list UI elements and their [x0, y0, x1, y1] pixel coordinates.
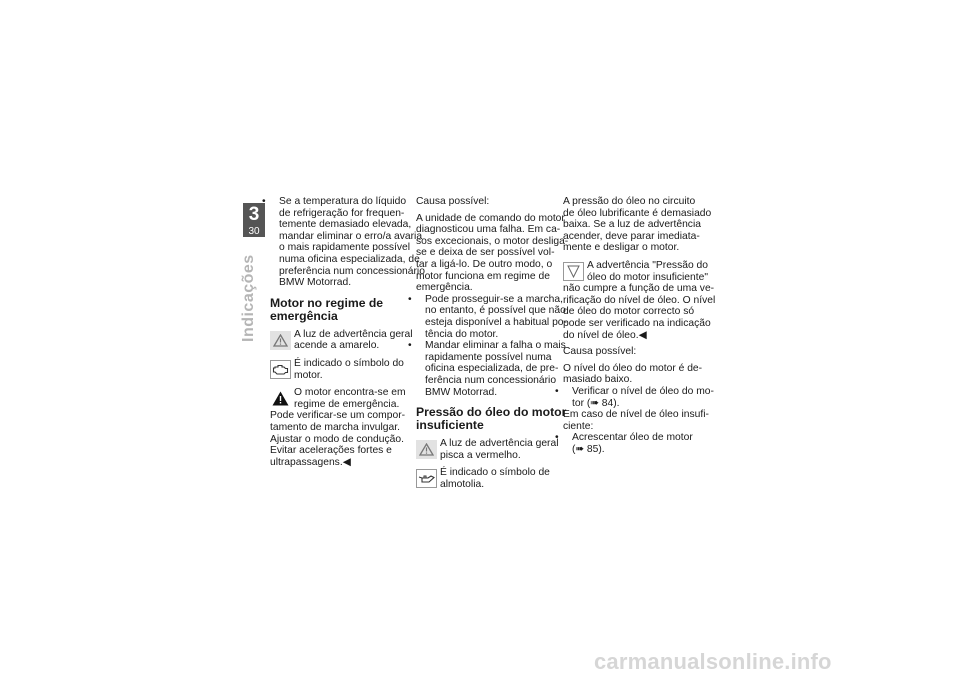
- text-line: Pode verificar-se um compor-: [270, 410, 406, 422]
- text-line: pisca a vermelho.: [440, 449, 521, 461]
- text-line: almotolia.: [440, 478, 485, 490]
- text-line: (➠ 85).: [572, 443, 605, 455]
- text-line: • Pode prosseguir-se a marcha,: [425, 293, 563, 305]
- indicator-row: [416, 467, 554, 490]
- section-heading: [416, 405, 567, 433]
- text-line: masiado baixo.: [563, 374, 633, 386]
- heading-line: Motor no regime de: [270, 295, 384, 310]
- text-line: A unidade de comando do motor: [416, 212, 565, 224]
- text-line: emergência.: [416, 282, 473, 294]
- text-line: no entanto, é possível que não: [425, 305, 566, 317]
- bullet-item: [563, 385, 714, 409]
- text-line: baixa. Se a luz de advertência: [563, 219, 701, 231]
- column-2: [416, 196, 569, 490]
- paragraph: [563, 409, 709, 432]
- text-line: A advertência "Pressão do: [587, 259, 708, 271]
- section-heading: [270, 297, 408, 323]
- text-line: mente e desligar o motor.: [563, 242, 680, 254]
- engine-icon: [270, 360, 291, 379]
- text-line: do nível de óleo.◀: [563, 329, 647, 341]
- warning-triangle-icon: [270, 331, 291, 350]
- column-3: [563, 196, 716, 455]
- cause-label: Causa possível:: [563, 346, 637, 358]
- text-line: esteja disponível a habitual po-: [425, 316, 567, 328]
- text-line: O nível do óleo do motor é de-: [563, 362, 703, 374]
- text-line: ciente:: [563, 420, 594, 432]
- text-line: numa oficina especializada, de: [279, 253, 420, 265]
- text-line: de refrigeração for frequen-: [279, 207, 405, 219]
- text-line: ferência num concessionário: [425, 374, 557, 386]
- text-line: Em caso de nível de óleo insufi-: [563, 409, 709, 421]
- text-line: É indicado o símbolo de: [440, 467, 550, 479]
- text-line: rificação do nível de óleo. O nível: [563, 294, 716, 306]
- text-line: rapidamente possível numa: [425, 351, 552, 363]
- heading-line: insuficiente: [416, 418, 484, 433]
- hazard-triangle-icon: [270, 389, 291, 408]
- text-line: de óleo do motor correcto só: [563, 306, 695, 318]
- text-line: A pressão do óleo no circuito: [563, 196, 696, 207]
- chapter-number: 3: [248, 204, 260, 225]
- bullet-item: [416, 340, 566, 398]
- text-line: É indicado o símbolo do: [294, 357, 404, 369]
- cause-label: Causa possível:: [416, 196, 490, 207]
- watermark: carmanualsonline.info: [594, 649, 832, 674]
- text-line: se e deixa de ser possível vol-: [416, 247, 555, 259]
- text-line: o mais rapidamente possível: [279, 242, 411, 254]
- text-line: • Acrescentar óleo de motor: [572, 432, 693, 444]
- indicator-row: [270, 358, 408, 381]
- text-line: acende a amarelo.: [294, 340, 380, 352]
- text-line: Evitar acelerações fortes e: [270, 445, 392, 457]
- text-line: de óleo lubrificante é demasiado: [563, 207, 712, 219]
- text-line: tamento de marcha invulgar.: [270, 421, 400, 433]
- text-line: A luz de advertência geral: [294, 328, 413, 340]
- chapter-marker: [243, 203, 265, 237]
- bullet-item: [416, 293, 567, 340]
- text-line: tência do motor.: [425, 328, 499, 340]
- text-line: motor funciona em regime de: [416, 270, 550, 282]
- text-line: acender, deve parar imediata-: [563, 230, 700, 242]
- section-label: Indicações: [240, 254, 257, 342]
- text-line: temente demasiado elevada,: [279, 219, 412, 231]
- text-line: sos excecionais, o motor desliga-: [416, 235, 569, 247]
- bullet-item: [270, 196, 425, 289]
- warning-triangle-icon: [416, 440, 437, 459]
- text-line: A luz de advertência geral: [440, 438, 559, 450]
- text-line: BMW Motorrad.: [279, 277, 352, 289]
- text-line: diagnosticou uma falha. Em ca-: [416, 224, 561, 236]
- page-number: 30: [248, 226, 260, 237]
- text-line: • Verificar o nível de óleo do mo-: [572, 385, 714, 397]
- text-line: regime de emergência.: [294, 398, 400, 410]
- paragraph: [563, 196, 712, 254]
- text-line: não cumpre a função de uma ve-: [563, 283, 715, 295]
- text-line: Ajustar o modo de condução.: [270, 433, 404, 445]
- oil-can-icon: [416, 469, 437, 488]
- text-line: O motor encontra-se em: [294, 387, 406, 399]
- indicator-row: [416, 438, 559, 461]
- text-line: mandar eliminar o erro/a avaria: [279, 230, 423, 242]
- column-1: [270, 196, 425, 468]
- text-line: • Mandar eliminar a falha o mais: [425, 340, 566, 352]
- text-line: ultrapassagens.◀: [270, 456, 351, 468]
- paragraph: [416, 212, 569, 294]
- paragraph: [563, 363, 701, 386]
- text-line: oficina especializada, de pre-: [425, 363, 559, 375]
- note-triangle-icon: [563, 262, 584, 281]
- paragraph: [270, 410, 408, 468]
- paragraph: [563, 283, 716, 341]
- text-line: tar a ligá-lo. De outro modo, o: [416, 258, 553, 270]
- heading-line: Pressão do óleo do motor: [416, 405, 567, 420]
- indicator-row: [270, 328, 413, 352]
- text-line: óleo do motor insuficiente": [587, 271, 708, 283]
- text-line: tor (➠ 84).: [572, 397, 620, 409]
- text-line: • Se a temperatura do líquido: [279, 196, 407, 207]
- heading-line: emergência: [270, 308, 338, 323]
- bullet-item: [563, 432, 701, 455]
- indicator-row: [270, 387, 408, 410]
- note-row: [563, 259, 708, 283]
- text-line: BMW Motorrad.: [425, 386, 498, 398]
- text-line: motor.: [294, 369, 323, 381]
- text-line: preferência num concessionário: [279, 265, 425, 277]
- text-line: pode ser verificado na indicação: [563, 317, 711, 329]
